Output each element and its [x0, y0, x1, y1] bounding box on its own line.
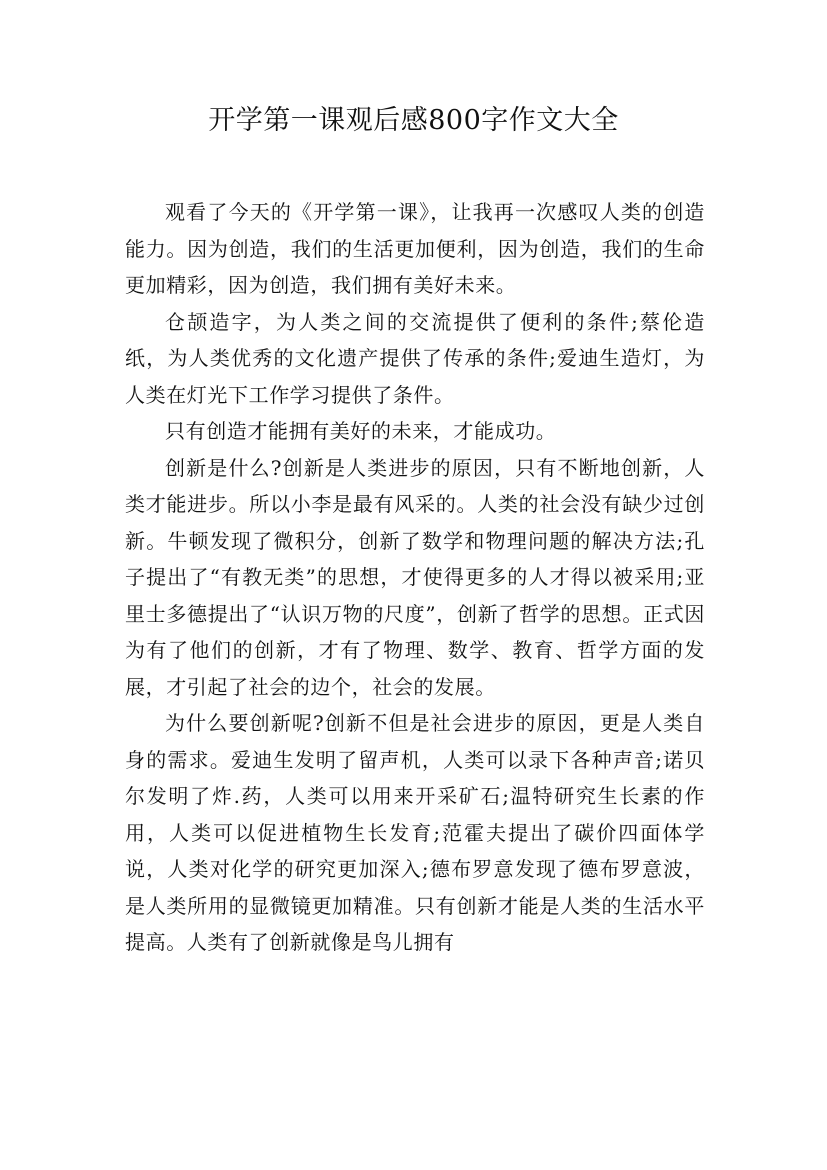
- paragraph: 创新是什么?创新是人类进步的原因，只有不断地创新，人类才能进步。所以小李是最有风采的。人类的社会没有缺少过创新。牛顿发现了微积分，创新了数学和物理问题的解决方法;孔子提出了“有教无类”的思想，才使得更多的人才得以被采用;亚里士多德提出了“认识万物的尺度”，创新了哲学的思想。正式因为有了他们的创新，才有了物理、数学、教育、哲学方面的发展，才引起了社会的边个，社会的发展。: [125, 455, 705, 699]
- document-title: 开学第一课观后感800字作文大全: [208, 105, 619, 136]
- document-body: [125, 194, 705, 961]
- paragraph: 为什么要创新呢?创新不但是社会进步的原因，更是人类自身的需求。爱迪生发明了留声机，人类可以录下各种声音;诺贝尔发明了炸.药，人类可以用来开采矿石;温特研究生长素的作用，人类可以促进植物生长发育;范霍夫提出了碳价四面体学说，人类对化学的研究更加深入;德布罗意发现了德布罗意波，是人类所用的显微镜更加精准。只有创新才能是人类的生活水平提高。人类有了创新就像是鸟儿拥有: [125, 711, 705, 954]
- paragraph: 仓颉造字，为人类之间的交流提供了便利的条件;蔡伦造纸，为人类优秀的文化遗产提供了传承的条件;爱迪生造灯，为人类在灯光下工作学习提供了条件。: [125, 309, 705, 407]
- paragraph: 只有创造才能拥有美好的未来，才能成功。: [165, 419, 557, 443]
- paragraph: 观看了今天的《开学第一课》，让我再一次感叹人类的创造能力。因为创造，我们的生活更加便利，因为创造，我们的生命更加精彩，因为创造，我们拥有美好未来。: [125, 200, 705, 297]
